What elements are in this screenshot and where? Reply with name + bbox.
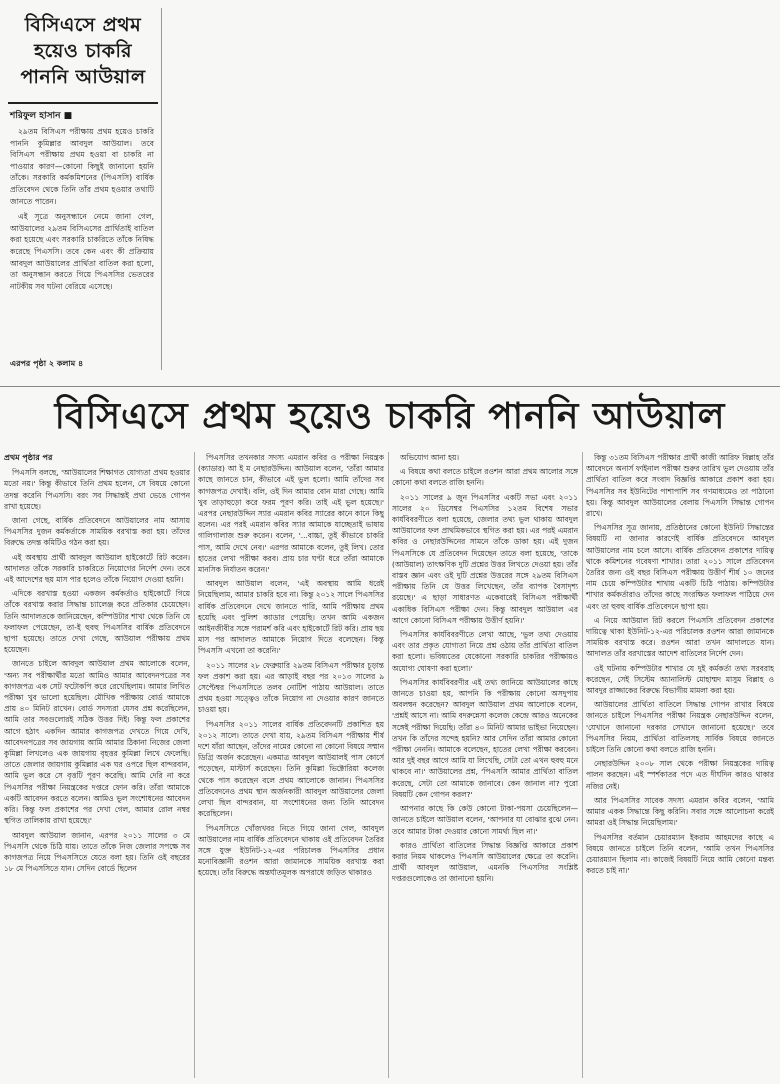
article-paragraph: এ নিয়ে আউয়াল রিট করলে পিএসসি প্রতিবেদন প্রকাশের দায়িত্বে থাকা ইউনিট-১২-এর পরিচালক রওশন আরা জামানকে সাময়িক বরখাস্ত করে। রওশন আরা তখন আদালতে যান। আদালত তাঁর বরখাস্তের আদেশ বাতিলের নির্দেশ দেন। — [586, 615, 774, 659]
teaser-paragraph: ২৯তম বিসিএস পরীক্ষায় প্রথম হয়েও চাকরি পাননি কুমিল্লার আবদুল আউয়াল। তবে বিসিএস পরীক্ষায় প্রথম হওয়া বা চাকরি না পাওয়ার কারণ—কোনো কিছুই জানানো হয়নি তাঁকে। সরকারি কর্মকমিশনের (পিএসসি) বার্ষিক প্রতিবেদন থেকে তিনি তাঁর প্রথম হওয়ার তথ্যটি জানতে পারেন। — [10, 127, 154, 206]
article-paragraph: পিএসসির ২০১১ সালের বার্ষিক প্রতিবেদনটি প্রকাশিত হয় ২০১২ সালে। তাতে দেখা যায়, ২৯তম বিসিএস পরীক্ষায় শীর্ষ দশে যাঁরা আছেন, তাঁদের নামের কোনো না কোনো বিষয়ে সম্মান ডিগ্রি অর্জন করেছেন। একমাত্র আবদুল আউয়ালই পাস কোর্সে পড়েছেন, মাস্টার্স করেছেন। তিনি কুমিল্লা ভিক্টোরিয়া কলেজ থেকে পাস করেছেন বলে প্রথম আলোকে জানান। পিএসসির প্রতিবেদনেও প্রথম স্থান অর্জনকারী আবদুল আউয়ালের জেলা লেখা ছিল বান্দরবান, যা সংশোধনের জন্য তিনি আবেদন করেছিলেন। — [198, 719, 384, 819]
article-paragraph: পিএসসিতে খোঁজখবর নিতে গিয়ে জানা গেল, আবদুল আউয়ালের নাম বার্ষিক প্রতিবেদনে থাকায় ওই প্রতিবেদন তৈরির সঙ্গে যুক্ত ইউনিট-১২-এর পরিচালক পিএসসির প্রধান মনোবিজ্ঞানী রওশন আরা জামানকে সাময়িক বরখাস্ত করা হয়েছে। তাঁর বিরুদ্ধে অন্তর্ঘাতমূলক অপরাধে জড়িত থাকারও — [198, 823, 384, 878]
article-paragraph: আপনার কাছে কি কেউ কোনো টাকা-পয়সা চেয়েছিলেন—জানতে চাইলে আউয়াল বলেন, 'আপনার যা বোঝার বুঝে নেন। তবে আমার টাকা দেওয়ার কোনো সামর্থ্য ছিল না।' — [392, 804, 578, 836]
article-paragraph: আউয়ালের প্রার্থিতা বাতিলে সিদ্ধান্ত গোপন রাখার বিষয়ে জানতে চাইলে পিএসসির পরীক্ষা নিয়ন্ত্রক নেছারউদ্দিন বলেন, 'যেখানে জানানো দরকার সেখানে জানানো হয়েছে।' তবে পিএসসির নিয়ম, প্রার্থিতা বাতিলসহ সার্বিক বিষয়ে জানতে চাইলে তিনি কোনো কথা বলতে রাজি হননি। — [586, 700, 774, 755]
article-paragraph: আবদুল আউয়াল বলেন, 'এই অবস্থায় আমি ধরেই নিয়েছিলাম, আমার চাকরি হবে না। কিন্তু ২০১২ সালে পিএসসির বার্ষিক প্রতিবেদনে দেখে জানতে পারি, আমি পরীক্ষায় প্রথম হয়েছি এবং পুলিশ ক্যাডার পেয়েছি। তখন আমি একজন আইনজীবীর সঙ্গে পরামর্শ করি এবং হাইকোর্টে রিট করি। প্রায় ছয় মাস পর আদালত আমাকে নিয়োগ দিতে বলেছেন। কিন্তু পিএসসি এখনো তা করেনি।' — [198, 579, 384, 656]
article-paragraph: কারও প্রার্থিতা বাতিলের সিদ্ধান্ত বিজ্ঞপ্তি আকারে প্রকাশ করার নিয়ম থাকলেও পিএসসি আউয়ালের ক্ষেত্রে তা করেনি। প্রার্থী আবদুল আউয়াল, এমনকি পিএসসির সংশ্লিষ্ট দপ্তরগুলোকেও তা জানানো হয়নি। — [392, 840, 578, 884]
article-paragraph: এই অবস্থায় প্রার্থী আবদুল আউয়াল হাইকোর্টে রিট করেন। আদালত তাঁকে সরকারি চাকরিতে নিয়োগের নির্দেশ দেন। তবে এই আদেশের ছয় মাস পার হলেও তাঁকে নিয়োগ দেওয়া হয়নি। — [4, 552, 190, 585]
article-paragraph: এদিকে বরখাস্ত হওয়া একজন কর্মকর্তাও হাইকোর্টে গিয়ে তাঁকে বরখাস্ত করার সিদ্ধান্ত চ্যালেঞ্জ করে প্রতিকার চেয়েছেন। তিনি আদালতকে জানিয়েছেন, কম্পিউটার শাখা থেকে তিনি যে ফলাফল পেয়েছেন, তা-ই হুবহু পিএসসির বার্ষিক প্রতিবেদনে ছাপা হয়েছে। তাতে দেখা গেছে, আউয়াল পরীক্ষায় প্রথম হয়েছেন। — [4, 589, 190, 655]
column-divider — [194, 452, 195, 1078]
article-paragraph: আবদুল আউয়াল জানান, এরপর ২০১১ সালের ৩ মে পিএসসি থেকে চিঠি যায়। তাতে তাঁকে নিজ জেলার সপক্ষে সব কাগজপত্র নিয়ে পিএসসিতে যেতে বলা হয়। তিনি ওই বছরের ১৮ মে পিএসসিতে যান। সেদিন বোর্ডে ছিলেন — [4, 830, 190, 874]
article-paragraph: পিএসসির কার্যবিবরণীতে লেখা আছে, 'ভুল তথ্য দেওয়ায় এবং তার প্রকৃত যোগ্যতা নিয়ে প্রশ্ন ওঠায় তাঁর প্রার্থিতা বাতিল করা হলো। ভবিষ্যতের যেকোনো সরকারি চাকরির পরীক্ষায়ও অযোগ্য ঘোষণা করা হলো।' — [392, 630, 578, 673]
article-columns — [0, 452, 780, 1078]
continued-label: প্রথম পৃষ্ঠার পর — [4, 453, 53, 462]
article-paragraph: পিএসসির কার্যবিবরণীর এই তথ্য জানিয়ে আউয়ালের কাছে জানতে চাওয়া হয়, আপনি কি পরীক্ষায় কোনো অসদুপায় অবলম্বন করেছেন? আবদুল আউয়াল প্রথম আলোকে বলেন, 'প্রশ্নই আসে না। আমি বদরুন্নেসা কলেজ কেন্দ্রে আরও অনেকের সঙ্গেই পরীক্ষা দিয়েছি। তাঁরা ৪০ মিনিট আমার ভাইভা নিয়েছেন। তখন কি তাঁদের সন্দেহ হয়নি? আর সেদিন তাঁরা আমার কোনো পরীক্ষা নেননি। আমাকে বলেছেন, হাতের লেখা পরীক্ষা করবেন। আর দুই বছর আগে আমি যা লিখেছি, সেটা তো এখন হুবহু মনে থাকবে না।' আউয়ালের প্রশ্ন, 'পিএসসি আমার প্রার্থিতা বাতিল করেছে, সেটা তো আমাকে জানাবে। কেন জানাল না? পুরো বিষয়টি কেন গোপন করল?' — [392, 677, 578, 799]
article-column-2 — [198, 452, 384, 1078]
article-paragraph: পিএসসি বলছে, 'আউয়ালের শিক্ষাগত যোগ্যতা প্রথম হওয়ার মতো নয়।' কিন্তু কীভাবে তিনি প্রথম হলেন, সে বিষয়ে কোনো তদন্ত করেনি পিএসসি। বরং সব সিদ্ধান্তই প্রথা ভেঙে গোপন রাখা হয়েছে। — [4, 468, 190, 511]
teaser-headline — [8, 12, 158, 104]
teaser-headline-line: পাননি আউয়াল — [20, 66, 146, 88]
article-paragraph: অভিযোগ আনা হয়। — [400, 453, 459, 462]
article-paragraph: কিন্তু ৩১তম বিসিএস পরীক্ষার প্রার্থী কাজী আরিফ বিল্লাহ তাঁর আবেদনে অনার্স ফাইনাল পরীক্ষা শুরুর তারিখ ভুল দেওয়ায় তাঁর প্রার্থিতা বাতিল করে সংবাদ বিজ্ঞপ্তি আকারে প্রকাশ করা হয়। পিএসসির সব ইউনিটের পাশাপাশি সব গণমাধ্যমেও তা পাঠানো হয়। কিন্তু আবদুল আউয়ালের বেলায় পিএসসি সিদ্ধান্ত গোপন রাখে। — [586, 453, 774, 519]
teaser-body — [10, 126, 154, 352]
teaser-paragraph: এই সূত্রে অনুসন্ধানে নেমে জানা গেল, আউয়ালের ২৯তম বিসিএসের প্রার্থিতাই বাতিল করা হয়েছে এবং সরকারি চাকরিতে তাঁকে নিষিদ্ধ করেছে পিএসসি। তবে কেন এবং কী প্রক্রিয়ায় আবদুল আউয়ালের প্রার্থিতা বাতিল করা হলো, তা অনুসন্ধান করতে গিয়ে পিএসসির ভেতরের নাটকীয় সব ঘটনা বেরিয়ে এসেছে। — [10, 212, 154, 291]
section-rule — [0, 386, 780, 387]
article-paragraph: ওই ঘটনায় কম্পিউটার শাখার যে দুই কর্মকর্তা তথ্য সরবরাহ করেছেন, সেই সিস্টেম অ্যানালিস্ট মোহাম্মদ মাসুম বিল্লাহ ও আবদুর রাজ্জাকের বিরুদ্ধে বিভাগীয় মামলা করা হয়। — [586, 663, 774, 696]
article-column-3 — [392, 452, 578, 1078]
article-column-4 — [586, 452, 774, 1078]
front-page-teaser — [4, 8, 162, 370]
article-paragraph: পিএসসির বর্তমান চেয়ারম্যান ইকরাম আহমদের কাছে এ বিষয়ে জানতে চাইলে তিনি বলেন, 'আমি তখন পিএসসির চেয়ারম্যান ছিলাম না। কাজেই বিষয়টি নিয়ে আমি কোনো মন্তব্য করতে চাই না।' — [586, 832, 774, 876]
article-paragraph: আর পিএসসির সাবেক সদস্য এমরান কবির বলেন, 'আমি আমার একক সিদ্ধান্তে কিছু করিনি। সবার সঙ্গে আলোচনা করেই আমরা ওই সিদ্ধান্ত নিয়েছিলাম।' — [586, 795, 774, 828]
article-column-1 — [4, 452, 190, 1078]
article-paragraph: ২০১১ সালের ৯ জুন পিএসসির একটি সভা এবং ২০১১ সালের ২০ ডিসেম্বর পিএসসির ১২তম বিশেষ সভার কার্যবিবরণীতে বলা হয়েছে, জেলার তথ্য ভুল থাকায় আবদুল আউয়ালের ফল প্রাথমিকভাবে স্থগিত করা হয়। এর পরই এমরান কবির ও নেছারউদ্দিনের সামনে তাঁকে ডাকা হয়। এই দুজন পিএসসিকে যে প্রতিবেদন দিয়েছেন তাতে বলা হয়েছে, 'তাকে (আউয়াল) তাৎক্ষণিক দুটি প্রশ্নের উত্তর লিখতে দেওয়া হয়। তাঁর বাস্তব জ্ঞান এবং ওই দুটি প্রশ্নের উত্তরের সঙ্গে ২৯তম বিসিএস পরীক্ষায় তিনি যে উত্তর লিখেছেন, তাঁর ব্যাপক বৈসাদৃশ্য রয়েছে।' এ ছাড়া সাধারণত একেবারেই বিসিএস পরীক্ষার্থী একাধিক বিসিএস পরীক্ষা দেন। কিন্তু আবদুল আউয়াল এর আগে কোনো বিসিএস পরীক্ষায় উত্তীর্ণ হয়নি।' — [392, 492, 578, 625]
column-divider — [582, 452, 583, 1078]
main-headline: বিসিএসে প্রথম হয়েও চাকরি পাননি আউয়াল — [54, 396, 726, 437]
article-paragraph: জানা গেছে, বার্ষিক প্রতিবেদনে আউয়ালের নাম আসায় পিএসসির দুজন কর্মকর্তাকে সাময়িক বরখাস্ত করা হয়। তাঁদের বিরুদ্ধে তদন্ত কমিটিও গঠন করা হয়। — [4, 516, 190, 548]
article-paragraph: পিএসসির তখনকার সদস্য এমরান কবির ও পরীক্ষা নিয়ন্ত্রক (ক্যাডার) আ ই ম নেছারউদ্দিন। আউয়াল বলেন, 'তাঁরা আমার কাছে জানতে চান, কীভাবে এই ভুল হলো। আমি তাঁদের সব কাগজপত্র দেখাই। বলি, ওই দিন আমার বোন মারা গেছে। আমি খুব তাড়াহুড়ো করে ফরম পূরণ করি। তাই এই ভুল হয়েছে।' এরপর নেছারউদ্দিন স্যার এমরান কবির স্যারের কানে কানে কিছু বলেন। এর পরই এমরান কবির স্যার আমাকে যাচ্ছেতাই ভাষায় গালিগালাজ শুরু করেন। বলেন, '...বাচ্চা, তুই কীভাবে চাকরি পাস, আমি দেখে নেব।' এরপর আমাকে বলেন, তুই লিখ। তোর হাতের লেখা পরীক্ষা করব। প্রায় চার ঘণ্টা ধরে তাঁরা আমাকে মানসিক নির্যাতন করেন।' — [198, 453, 384, 575]
article-paragraph: পিএসসির সূত্র জানায়, প্রতিষ্ঠানের কোনো ইউনিট সিদ্ধান্তের বিষয়টি না জানার কারণেই বার্ষিক প্রতিবেদনে আবদুল আউয়ালের নাম চলে আসে। বার্ষিক প্রতিবেদন প্রকাশের দায়িত্ব থাকে কমিশনের গবেষণা শাখার। তারা ২০১১ সালে প্রতিবেদন তৈরির জন্য ওই বছর বিসিএস পরীক্ষায় উত্তীর্ণ শীর্ষ ১০ জনের নাম চেয়ে কম্পিউটার শাখায় একটি চিঠি পাঠায়। কম্পিউটার শাখার কর্মকর্তারাও তাঁদের কাছে সংরক্ষিত ফলাফল পাঠিয়ে দেন এবং তা হুবহু বার্ষিক প্রতিবেদনে ছাপা হয়। — [586, 523, 774, 611]
article-paragraph: ২০১১ সালের ২৮ ফেব্রুয়ারি ২৯তম বিসিএস পরীক্ষার চূড়ান্ত ফল প্রকাশ করা হয়। এর আড়াই বছর পর ২০১৩ সালের ৯ সেপ্টেম্বর পিএসসিতে তলব নোটিশ পাঠায় আউয়াল। তাতে প্রথম হওয়া সত্ত্বেও তাঁকে নিয়োগ না দেওয়ার কারণ জানতে চাওয়া হয়। — [198, 660, 384, 715]
teaser-headline-line: হয়েও চাকরি — [34, 40, 132, 62]
teaser-headline-line: বিসিএসে প্রথম — [24, 14, 142, 36]
article-paragraph: নেছারউদ্দিন ২০০৮ সাল থেকে পরীক্ষা নিয়ন্ত্রকের দায়িত্ব পালন করছেন। এই স্পর্শকাতর পদে এত দীর্ঘদিন কারও থাকার নজির নেই। — [586, 759, 774, 791]
column-divider — [388, 452, 389, 1078]
article-paragraph: জানতে চাইলে আবদুল আউয়াল প্রথম আলোকে বলেন, 'অন্য সব পরীক্ষার্থীর মতো আমিও আমার আবেদনপত্রের সব কাগজপত্র এক সেট ফটোকপি করে রেখেছিলাম। আমার লিখিত পরীক্ষা খুব ভালো হয়েছিল। মৌখিক পরীক্ষায় বোর্ড আমাকে প্রায় ৪০ মিনিট রাখেন। বোর্ড সদস্যরা যেসব প্রশ্ন করেছিলেন, আমি তার সবগুলোরই সঠিক উত্তর দিই। কিন্তু ফল প্রকাশের আগে হঠাৎ একদিন আমার কাগজপত্র দেখতে গিয়ে দেখি, আবেদনপত্রের সব জায়গায় আমি আমার ঠিকানা নিজের জেলা কুমিল্লা লিখলেও এক জায়গায় বৃহত্তর কুমিল্লা লিখে ফেলেছি। তাতে জেলার জায়গায় কুমিল্লার এক ঘর ওপরে ছিল বান্দরবান, আমি ভুল করে সে বৃত্তটি পূরণ করেছি। আমি দেরি না করে পিএসসির পরীক্ষা নিয়ন্ত্রকের দপ্তরে ফোন করি। তাঁরা আমাকে একটি আবেদন করতে বলেন। আমিও ভুল সংশোধনের আবেদন করি। কিন্তু ফল প্রকাশের পর দেখা গেল, আমার রোল নম্বর স্থগিত তালিকায় রাখা হয়েছে।' — [4, 659, 190, 826]
article-paragraph: এ বিষয়ে কথা বলতে চাইলে রওশন আরা প্রথম আলোর সঙ্গে কোনো কথা বলতে রাজি হননি। — [392, 467, 578, 488]
byline: শরিফুল হাসান ■ — [10, 111, 73, 121]
jump-line: এরপর পৃষ্ঠা ২ কলাম ৪ — [10, 359, 84, 368]
